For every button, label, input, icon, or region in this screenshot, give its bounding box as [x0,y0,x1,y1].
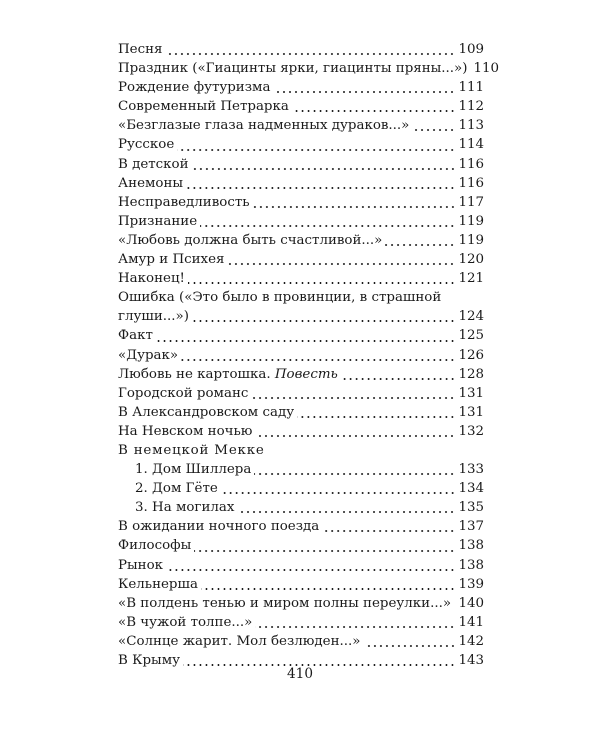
toc-entry-page: 110 [473,61,500,77]
toc-entry-title: «В полдень тенью и миром полны переулки...» [118,595,452,611]
leader-dots [364,645,456,647]
toc-entry-title: Праздник («Гиацинты ярки, гиацинты пряны...») [118,61,468,77]
leader-dots [253,206,456,208]
leader-dots [454,607,455,609]
toc-entry [118,174,484,193]
toc-entry [118,155,484,174]
leader-dots [412,129,455,131]
toc-entry-title: «Дурак» [118,347,179,363]
toc-entry-page: 137 [458,519,484,535]
toc-entry [118,78,484,97]
toc-entry [118,556,484,575]
toc-entry-page: 119 [458,213,484,229]
toc-entry-page: 138 [458,557,484,573]
leader-dots [221,492,456,494]
toc-entry-page: 112 [458,99,484,115]
toc-entry [118,422,484,441]
toc-entry-page: 126 [458,347,484,363]
leader-dots [200,225,455,227]
toc-entry [118,250,484,269]
leader-dots [181,359,455,361]
toc-entry-title: В детской [118,156,189,172]
toc-entry [118,135,484,154]
leader-dots [201,588,455,590]
toc-entry-continuation [118,307,484,326]
leader-dots [192,168,456,170]
toc-entry-page: 128 [458,366,484,382]
toc-entry [118,403,484,422]
toc-entry-title: 1. Дом Шиллера [135,462,252,478]
toc-section-title: В немецкой Мекке [118,442,265,458]
leader-dots [186,187,455,189]
toc-entry [118,613,484,632]
toc-entry-page: 120 [458,252,484,268]
toc-entry-page: 109 [458,42,484,57]
toc-entry-title: Факт [118,328,153,344]
toc-entry [118,365,484,384]
toc-entry-page: 140 [458,595,484,611]
toc-entry-title: 2. Дом Гёте [135,481,218,497]
toc-entry-title: Рынок [118,557,164,573]
leader-dots [194,550,455,552]
toc-entry-title-main: Любовь не картошка. [118,366,275,382]
toc-entry-title: глуши...») [118,309,189,325]
toc-entry-title: Анемоны [118,175,184,191]
toc-entry-page: 116 [458,156,484,172]
toc-entry-page: 141 [458,614,484,630]
toc-entry-page: 133 [458,462,484,478]
toc-entry [118,384,484,403]
toc-entry [118,575,484,594]
toc-entry-title: Современный Петрарка [118,99,289,115]
leader-dots [292,110,456,112]
toc-entry-page: 132 [458,423,484,439]
leader-dots [255,626,455,628]
toc-entry [118,212,484,231]
toc-entry-title: Рождение футуризма [118,80,271,96]
toc-entry [118,594,484,613]
toc-entry-title: Городской романс [118,385,249,401]
leader-dots [227,263,455,265]
toc-section-header [118,441,484,460]
toc-subentry [118,479,484,498]
leader-dots [254,473,455,475]
toc-entry-title: В Александровском саду [118,404,295,420]
toc-entry [118,346,484,365]
toc-entry-title: Несправедливость [118,194,250,210]
toc-entry-page: 125 [458,328,484,344]
toc-entry-page: 135 [458,500,484,516]
toc-entry [118,517,484,536]
table-of-contents [118,40,500,670]
toc-entry-title: Русское [118,137,175,153]
toc-entry-page: 134 [458,481,484,497]
leader-dots [273,91,455,93]
toc-entry [118,231,484,250]
toc-entry-page: 142 [458,633,484,649]
leader-dots [177,149,455,151]
leader-dots [237,511,455,513]
leader-dots [166,569,455,571]
leader-dots [156,340,456,342]
toc-entry-page: 113 [458,118,484,134]
leader-dots [297,416,455,418]
toc-entry-title: «Солнце жарит. Мол безлюден...» [118,633,361,649]
leader-dots [188,282,456,284]
toc-entry-title: В Крыму [118,653,180,668]
toc-entry-title: «Безглазые глаза надменных дураков...» [118,118,410,134]
toc-entry-page: 131 [458,404,484,420]
leader-dots [385,244,455,246]
page-number: 410 [287,666,313,682]
leader-dots [341,378,456,380]
toc-entry-title-genre: Повесть [274,366,338,382]
toc-entry [118,536,484,555]
toc-entry [118,116,484,135]
toc-entry [118,97,484,116]
toc-entry-page: 116 [458,175,484,191]
toc-entry-title: «Любовь должна быть счастливой...» [118,232,383,248]
toc-entry-title: Ошибка («Это было в провинции, в страшной [118,290,442,306]
toc-entry [118,59,500,78]
toc-entry-title [118,365,338,384]
toc-entry-title: В ожидании ночного поезда [118,519,320,535]
toc-entry-page: 114 [458,137,484,153]
toc-entry-title: Признание [118,213,198,229]
toc-entry-title: Амур и Психея [118,252,225,268]
toc-entry-title: Наконец! [118,271,185,287]
toc-entry-title: 3. На могилах [135,500,235,516]
toc-entry-title: «В чужой толпе...» [118,614,253,630]
toc-entry-title: Песня [118,42,163,57]
toc-entry-title: Кельнерша [118,576,198,592]
toc-entry-page: 121 [458,271,484,287]
toc-entry-page: 119 [458,232,484,248]
toc-entry [118,269,484,288]
toc-entry-page: 131 [458,385,484,401]
toc-entry [118,326,484,345]
toc-entry [118,288,484,307]
leader-dots [192,320,455,322]
toc-entry-title: Философы [118,538,192,554]
toc-entry-title: На Невском ночью [118,423,253,439]
leader-dots [322,530,455,532]
leader-dots [165,53,455,55]
toc-subentry [118,498,484,517]
toc-entry [118,40,484,59]
toc-entry-page: 124 [458,309,484,325]
leader-dots [255,435,455,437]
toc-subentry [118,460,484,479]
toc-entry [118,632,484,651]
toc-entry-page: 143 [458,653,484,668]
toc-entry-page: 138 [458,538,484,554]
toc-entry [118,193,484,212]
leader-dots [251,397,455,399]
toc-entry-page: 139 [458,576,484,592]
toc-entry-page: 117 [458,194,484,210]
toc-entry-page: 111 [458,80,484,96]
